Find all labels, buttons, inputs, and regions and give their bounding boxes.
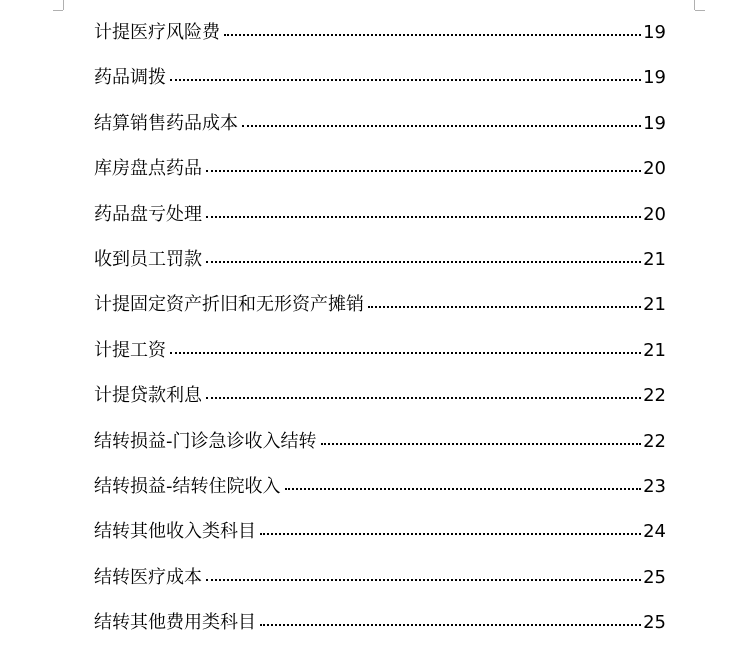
crop-mark-top-right-horizontal bbox=[695, 10, 705, 11]
toc-page-number[interactable]: 19 bbox=[643, 22, 666, 43]
toc-entry[interactable] bbox=[94, 373, 666, 418]
toc-page-number[interactable]: 20 bbox=[643, 203, 666, 225]
toc-entry[interactable] bbox=[94, 10, 666, 55]
toc-entry[interactable] bbox=[94, 419, 666, 464]
toc-entry-title[interactable]: 药品盘亏处理 bbox=[94, 203, 202, 225]
toc-entry[interactable] bbox=[94, 282, 666, 327]
toc-dot-leader bbox=[285, 488, 642, 490]
toc-entry[interactable] bbox=[94, 55, 666, 100]
crop-mark-top-left bbox=[63, 0, 64, 10]
toc-dot-leader bbox=[206, 579, 641, 581]
toc-dot-leader bbox=[170, 352, 641, 354]
toc-page-number[interactable]: 24 bbox=[643, 521, 666, 543]
toc-entry-title[interactable]: 结转损益-门诊急诊收入结转 bbox=[94, 430, 317, 452]
toc-entry-title[interactable]: 结转其他费用类科目 bbox=[94, 612, 256, 634]
toc-page-number[interactable]: 21 bbox=[643, 248, 666, 270]
toc-page-number[interactable]: 23 bbox=[643, 475, 666, 497]
toc-page-number[interactable]: 20 bbox=[643, 158, 666, 180]
toc-entry-title[interactable]: 结转其他收入类科目 bbox=[94, 521, 256, 543]
toc-dot-leader bbox=[321, 443, 642, 445]
toc-entry-title[interactable]: 结算销售药品成本 bbox=[94, 112, 238, 134]
toc-page-number[interactable]: 21 bbox=[643, 294, 666, 316]
toc-entry[interactable] bbox=[94, 509, 666, 554]
toc-entry[interactable] bbox=[94, 146, 666, 191]
toc-page-number[interactable]: 19 bbox=[643, 67, 666, 89]
toc-entry-title[interactable]: 计提固定资产折旧和无形资产摊销 bbox=[94, 294, 364, 316]
toc-page-number[interactable]: 22 bbox=[643, 385, 666, 407]
toc-entry-title[interactable]: 收到员工罚款 bbox=[94, 248, 202, 270]
toc-dot-leader bbox=[260, 624, 641, 626]
toc-dot-leader bbox=[242, 125, 641, 127]
toc-page-number[interactable]: 22 bbox=[643, 430, 666, 452]
toc-dot-leader bbox=[206, 261, 641, 263]
toc-dot-leader bbox=[368, 306, 641, 308]
toc-page-number[interactable]: 25 bbox=[643, 566, 666, 588]
toc-entry-title[interactable]: 计提工资 bbox=[94, 339, 166, 361]
toc-entry-title[interactable]: 结转医疗成本 bbox=[94, 566, 202, 588]
toc-page-number[interactable]: 21 bbox=[643, 339, 666, 361]
toc-entry[interactable] bbox=[94, 328, 666, 373]
toc-dot-leader bbox=[206, 170, 641, 172]
toc-entry[interactable] bbox=[94, 464, 666, 509]
toc-dot-leader bbox=[170, 79, 641, 81]
toc-dot-leader bbox=[260, 533, 641, 535]
toc-page-number[interactable]: 25 bbox=[643, 612, 666, 634]
crop-mark-top-right bbox=[694, 0, 695, 10]
toc-entry-title[interactable]: 计提贷款利息 bbox=[94, 385, 202, 407]
table-of-contents bbox=[94, 10, 666, 645]
toc-entry[interactable] bbox=[94, 101, 666, 146]
toc-dot-leader bbox=[206, 216, 641, 218]
toc-dot-leader bbox=[206, 397, 641, 399]
crop-mark-top-left-horizontal bbox=[53, 10, 63, 11]
toc-entry[interactable] bbox=[94, 237, 666, 282]
toc-page-number[interactable]: 19 bbox=[643, 112, 666, 134]
toc-entry-title[interactable]: 库房盘点药品 bbox=[94, 158, 202, 180]
toc-entry[interactable] bbox=[94, 600, 666, 645]
toc-entry-title[interactable]: 结转损益-结转住院收入 bbox=[94, 475, 281, 497]
toc-dot-leader bbox=[224, 34, 641, 36]
toc-entry[interactable] bbox=[94, 555, 666, 600]
toc-entry[interactable] bbox=[94, 192, 666, 237]
toc-entry-title[interactable]: 计提医疗风险费 bbox=[94, 22, 220, 43]
toc-entry-title[interactable]: 药品调拨 bbox=[94, 67, 166, 89]
